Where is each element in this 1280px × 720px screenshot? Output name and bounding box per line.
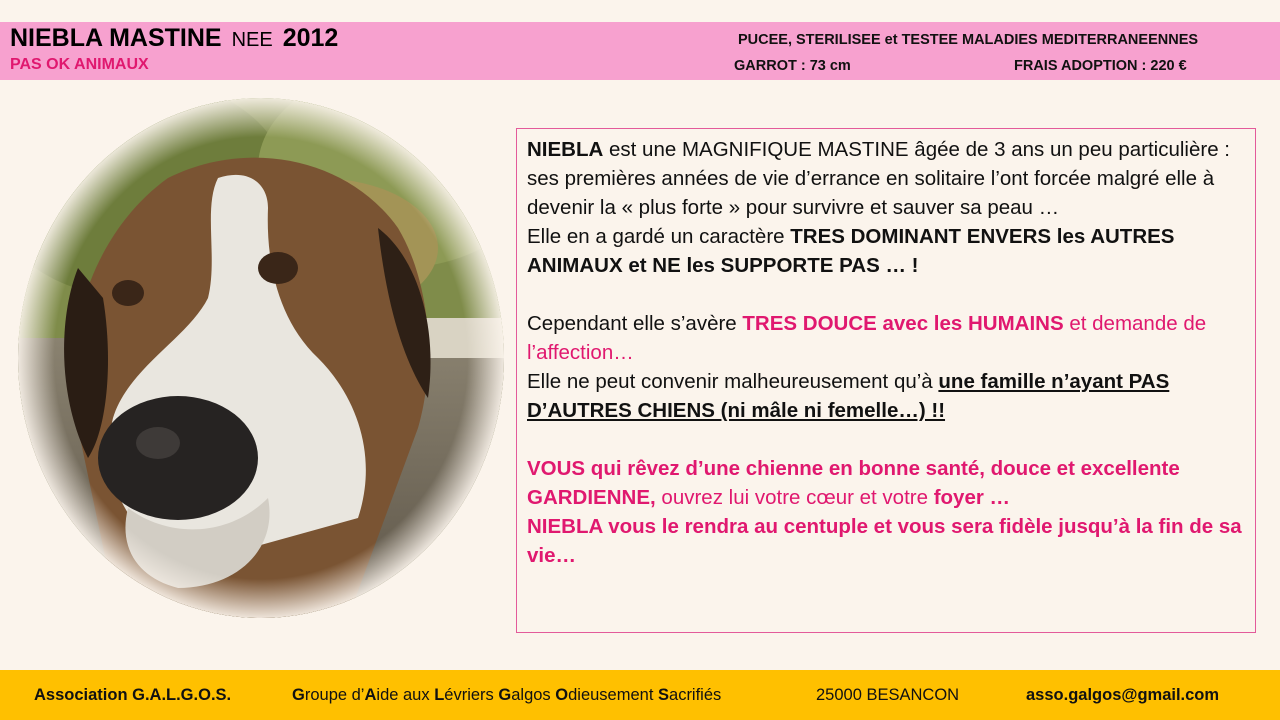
paragraph-gentle — [527, 309, 1245, 367]
footer-association-full: Groupe d’Aide aux Lévriers Galgos Odieusement Sacrifiés — [292, 686, 722, 704]
garrot-height: GARROT : 73 cm — [734, 58, 851, 74]
paragraph-character — [527, 222, 1245, 280]
nee-label: NEE — [231, 29, 273, 51]
page-title — [10, 24, 338, 53]
pas-ok-animaux: PAS OK ANIMAUX — [10, 56, 149, 73]
gentle-pink: et demande de l’affection… — [527, 312, 1207, 364]
intro-name: NIEBLA — [527, 138, 604, 161]
health-status: PUCEE, STERILISEE et TESTEE MALADIES MEDITERRANEENNES — [738, 32, 1199, 48]
family-underline: une famille n’ayant PAS D’AUTRES CHIENS (ni mâle ni femelle…) !! — [527, 370, 1170, 422]
adoption-fee: FRAIS ADOPTION : 220 € — [1014, 58, 1187, 74]
paragraph-call — [527, 454, 1245, 512]
description-box — [516, 128, 1256, 633]
footer-email[interactable]: asso.galgos@gmail.com — [1026, 686, 1220, 704]
footer-association: Association G.A.L.G.O.S. — [34, 686, 232, 704]
paragraph-family — [527, 367, 1245, 425]
call-bold: VOUS qui rêvez d’une chienne en bonne santé, douce et excellente GARDIENNE, — [527, 457, 1180, 509]
gentle-text: Cependant elle s’avère — [527, 312, 743, 335]
birth-year: 2012 — [282, 24, 339, 52]
character-bold: TRES DOMINANT ENVERS les AUTRES ANIMAUX et NE les SUPPORTE PAS … ! — [527, 225, 1175, 277]
dog-photo — [18, 98, 504, 618]
gentle-bold: TRES DOUCE avec les HUMAINS — [742, 312, 1064, 335]
footer-city: 25000 BESANCON — [816, 686, 960, 704]
character-text: Elle en a gardé un caractère — [527, 225, 791, 248]
dog-name: NIEBLA MASTINE — [10, 24, 222, 52]
intro-text: est une MAGNIFIQUE MASTINE âgée de 3 ans un peu particulière : ses premières années de vie d’errance en solitaire l’ont forcée malgré elle à devenir la « plus forte » pour survivre et sauver sa peau … — [527, 138, 1230, 219]
call-bold-end: foyer … — [933, 486, 1011, 509]
header-banner — [0, 22, 1280, 80]
family-text: Elle ne peut convenir malheureusement qu’à — [527, 370, 939, 393]
paragraph-closing: NIEBLA vous le rendra au centuple et vous sera fidèle jusqu’à la fin de sa vie… — [527, 515, 1242, 567]
paragraph-intro — [527, 135, 1245, 222]
call-text: ouvrez lui votre cœur et votre — [655, 486, 934, 509]
footer-banner — [0, 670, 1280, 720]
